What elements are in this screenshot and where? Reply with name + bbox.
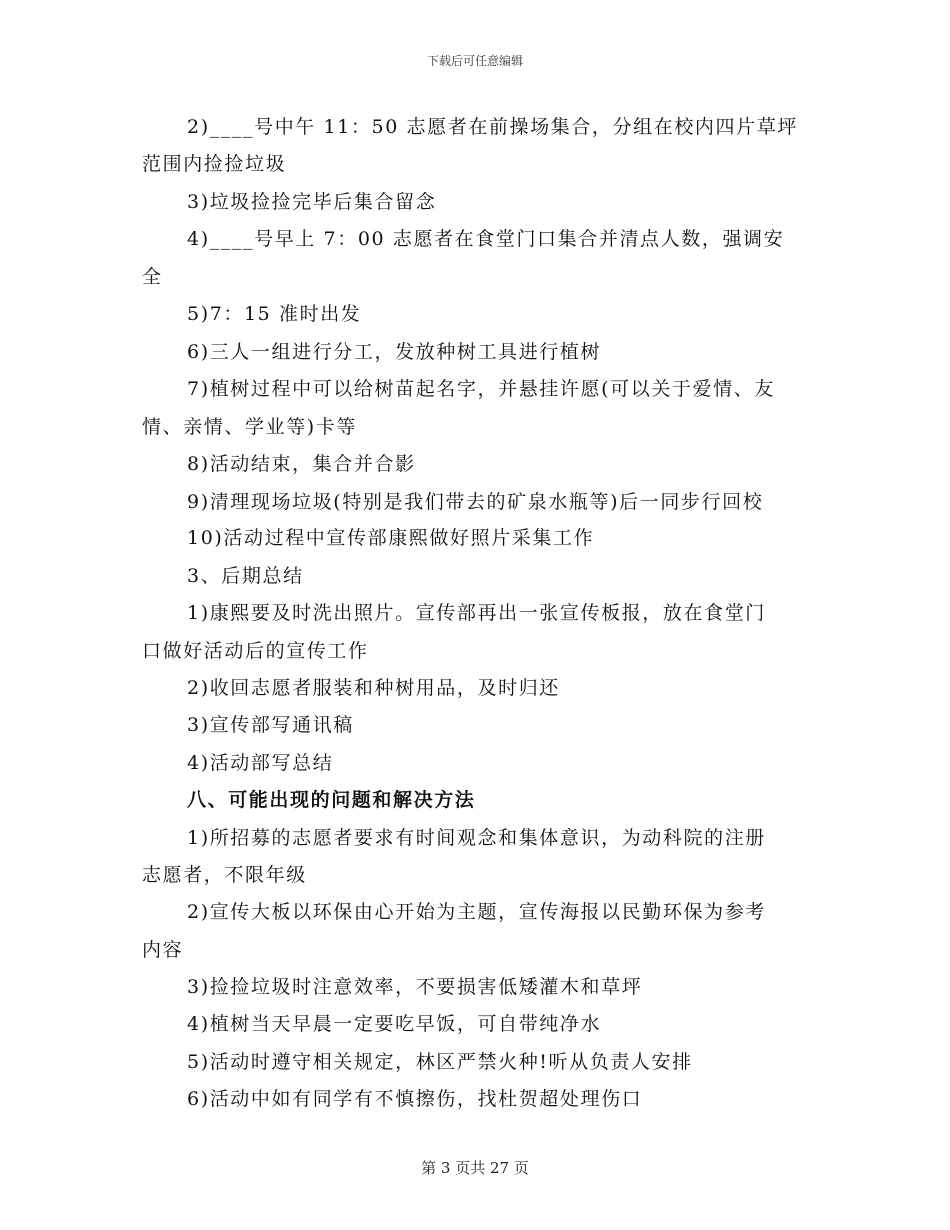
text-line: 3)捡捡垃圾时注意效率，不要损害低矮灌木和草坪 — [187, 976, 643, 998]
text-line: 全 — [142, 266, 163, 288]
text-line: 9)清理现场垃圾(特别是我们带去的矿泉水瓶等)后一同步行回校 — [187, 491, 764, 513]
text-line: 志愿者，不限年级 — [142, 864, 307, 886]
page-footer: 第 3 页共 27 页 — [421, 1159, 529, 1177]
text-line: 1)所招募的志愿者要求有时间观念和集体意识，为动科院的注册 — [187, 827, 766, 849]
text-line: 2)收回志愿者服装和种树用品，及时归还 — [187, 677, 560, 699]
text-line: 2)宣传大板以环保由心开始为主题，宣传海报以民勤环保为参考 — [187, 901, 766, 923]
text-line: 3、后期总结 — [187, 565, 304, 587]
text-line: 口做好活动后的宣传工作 — [142, 640, 369, 662]
text-line: 8)活动结束，集合并合影 — [187, 453, 416, 475]
text-line: 7)植树过程中可以给树苗起名字，并悬挂许愿(可以关于爱情、友 — [187, 378, 775, 400]
section-heading: 八、可能出现的问题和解决方法 — [187, 789, 476, 811]
text-line: 3)垃圾捡捡完毕后集合留念 — [187, 191, 437, 213]
text-line: 6)三人一组进行分工，发放种树工具进行植树 — [187, 341, 602, 363]
text-line: 范围内捡捡垃圾 — [142, 153, 287, 175]
text-line: 4)植树当天早晨一定要吃早饭，可自带纯净水 — [187, 1013, 602, 1035]
text-line: 情、亲情、学业等)卡等 — [142, 416, 358, 438]
text-line: 2)____号中午 11：50 志愿者在前操场集合，分组在校内四片草坪 — [187, 116, 798, 138]
page-header: 下载后可任意编辑 — [426, 54, 523, 68]
text-line: 内容 — [142, 939, 184, 961]
text-line: 4)____号早上 7：00 志愿者在食堂门口集合并清点人数，强调安 — [187, 228, 785, 250]
text-line: 1)康熙要及时洗出照片。宣传部再出一张宣传板报，放在食堂门 — [187, 602, 766, 624]
text-line: 5)活动时遵守相关规定，林区严禁火种!听从负责人安排 — [187, 1051, 693, 1073]
text-line: 4)活动部写总结 — [187, 752, 334, 774]
text-line: 10)活动过程中宣传部康熙做好照片采集工作 — [187, 527, 595, 549]
text-line: 3)宣传部写通讯稿 — [187, 714, 354, 736]
text-line: 5)7：15 准时出发 — [187, 303, 362, 325]
text-line: 6)活动中如有同学有不慎擦伤，找杜贺超处理伤口 — [187, 1088, 643, 1110]
